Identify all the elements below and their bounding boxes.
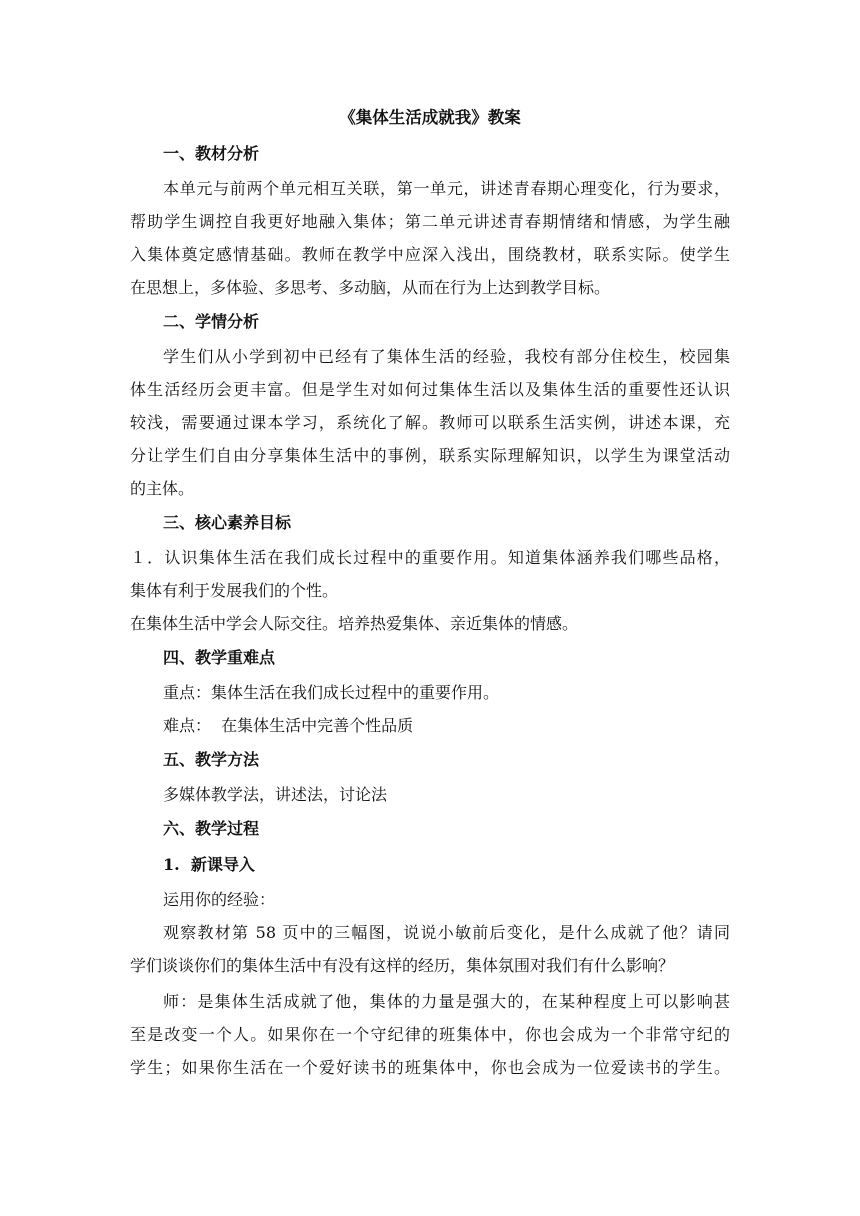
paragraph-line: 入集体奠定感情基础。教师在教学中应深入浅出，围绕教材，联系实际。使学生 [130,245,730,264]
paragraph-line: 多媒体教学法，讲述法，讨论法 [163,785,388,804]
section-heading-key-points: 四、教学重难点 [163,648,276,667]
key-point-line: 重点：集体生活在我们成长过程中的重要作用。 [163,683,500,702]
paragraph-line: 至是改变一个人。如果你在一个守纪律的班集体中，你也会成为一个非常守纪的 [130,1025,730,1044]
difficult-point-line: 难点： 在集体生活中完善个性品质 [163,716,414,735]
paragraph-line: 分让学生们自由分享集体生活中的事例，联系实际理解知识，以学生为课堂活动 [130,446,730,465]
paragraph-line: 学生们从小学到初中已经有了集体生活的经验，我校有部分住校生，校园集 [163,347,730,366]
section-heading-textbook-analysis: 一、教材分析 [163,144,260,163]
paragraph-line: 的主体。 [130,479,195,498]
paragraph-line: 集体有利于发展我们的个性。 [130,581,339,600]
paragraph-line: 在集体生活中学会人际交往。培养热爱集体、亲近集体的情感。 [130,614,579,633]
section-heading-learner-analysis: 二、学情分析 [163,312,260,331]
paragraph-line: 较浅，需要通过课本学习，系统化了解。教师可以联系生活实例，讲述本课，充 [130,413,730,432]
paragraph-line: 本单元与前两个单元相互关联，第一单元，讲述青春期心理变化，行为要求， [163,179,730,198]
paragraph-line: 学们谈谈你们的集体生活中有没有这样的经历，集体氛围对我们有什么影响？ [130,956,675,975]
section-heading-teaching-process: 六、教学过程 [163,819,260,838]
paragraph-line: 在思想上，多体验、多思考、多动脑，从而在行为上达到教学目标。 [130,278,611,297]
paragraph-line: 体生活经历会更丰富。但是学生对如何过集体生活以及集体生活的重要性还认识 [130,380,730,399]
paragraph-line: 帮助学生调控自我更好地融入集体；第二单元讲述青春期情绪和情感，为学生融 [130,212,730,231]
section-heading-teaching-methods: 五、教学方法 [163,750,260,769]
paragraph-line: 观察教材第 58 页中的三幅图，说说小敏前后变化，是什么成就了他？请同 [163,923,730,942]
paragraph-line: 师：是集体生活成就了他，集体的力量是强大的，在某种程度上可以影响甚 [163,992,730,1011]
paragraph-line: 学生；如果你生活在一个爱好读书的班集体中，你也会成为一位爱读书的学生。 [130,1058,730,1077]
list-item: １．认识集体生活在我们成长过程中的重要作用。知道集体涵养我们哪些品格， [130,548,730,567]
paragraph-line: 运用你的经验： [163,890,276,909]
subsection-heading-lesson-intro: 1. 新课导入 [163,855,255,874]
document-title: 《集体生活成就我》教案 [339,108,521,127]
document-page [130,100,730,1084]
section-heading-core-goals: 三、核心素养目标 [163,513,292,532]
